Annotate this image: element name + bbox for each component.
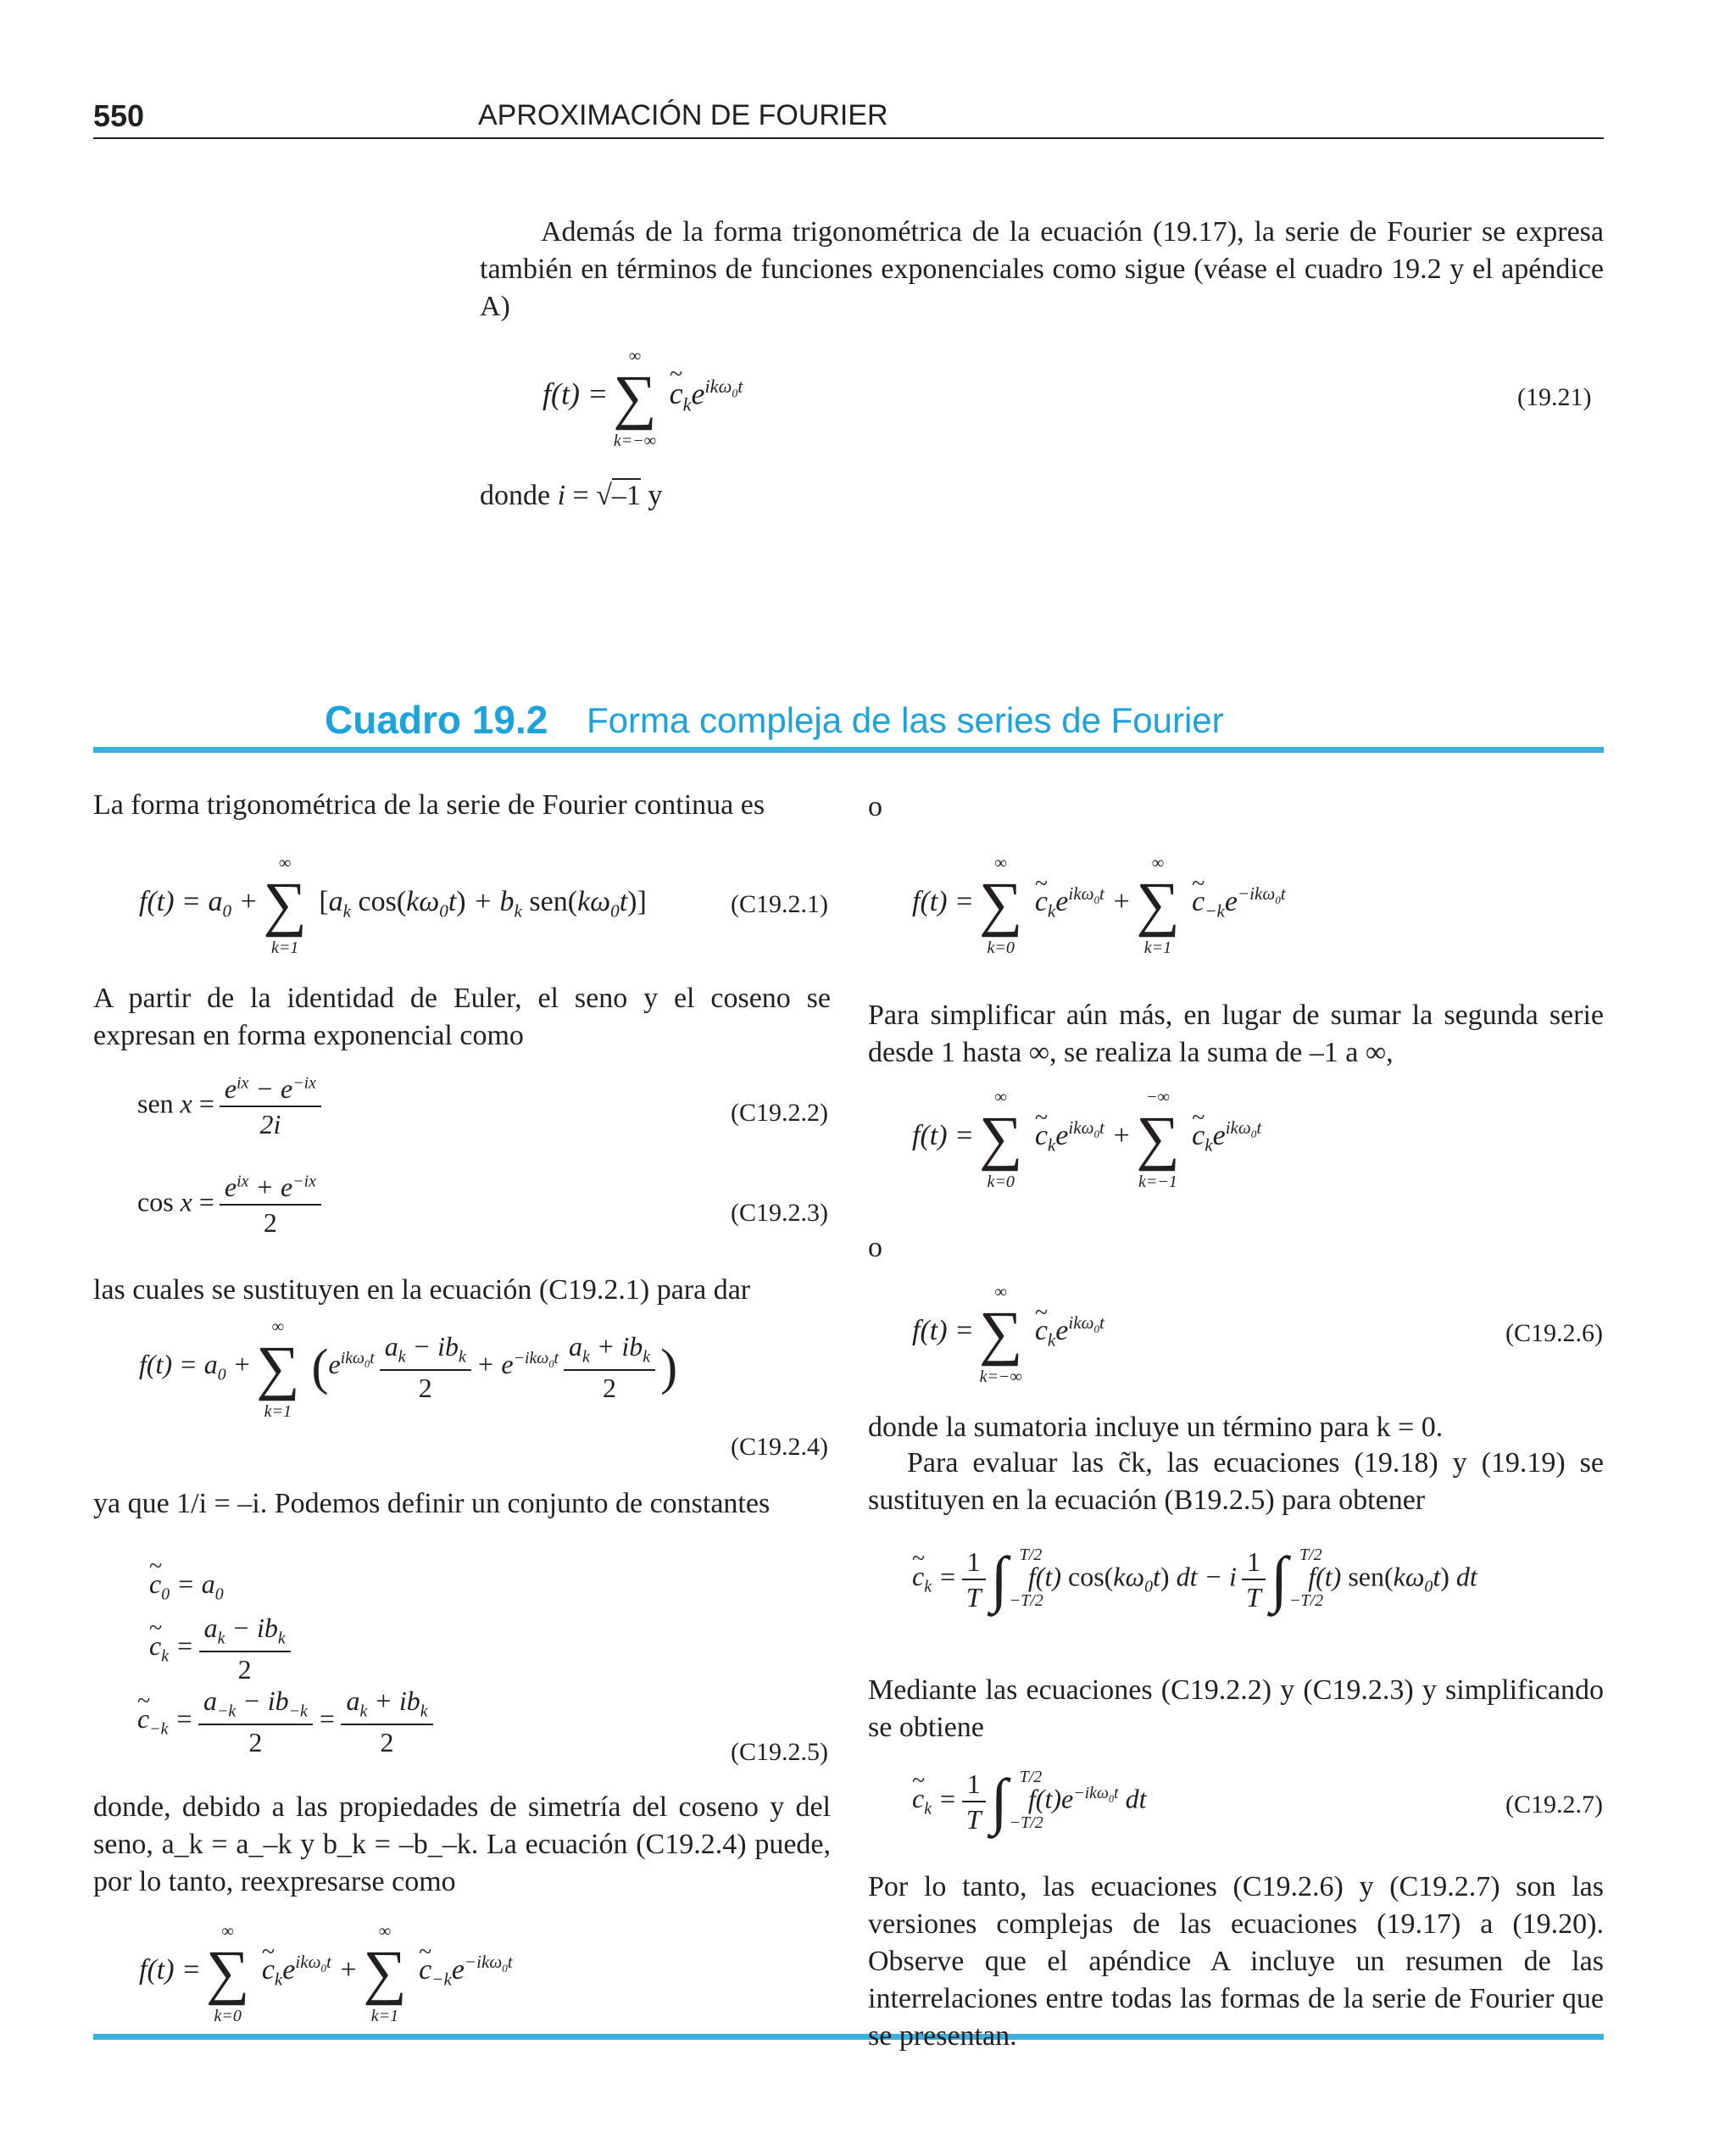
header-rule	[93, 137, 1604, 139]
equation-right-1: f(t) = ∞ ∑ k=0 ~ $c_ke^{ik\omega_0t}$ + ∞ ∑ k=1 ~ $c_{-k}e^{-ik\omega_0t}$	[912, 873, 1286, 934]
box-title: Forma compleja de las series de Fourier	[587, 700, 1224, 740]
box-top-rule	[93, 747, 1604, 753]
running-title: APROXIMACIÓN DE FOURIER	[478, 99, 888, 131]
eq-number-19-21: (19.21)	[1517, 383, 1592, 411]
box-label: Cuadro 19.2	[325, 698, 548, 742]
equation-right-2: f(t) = ∞ ∑ k=0 ~ $c_ke^{ik\omega_0t}$ + −∞ ∑ k=−1 ~ $c_ke^{ik\omega_0t}$	[912, 1107, 1261, 1168]
right-paragraph-1: Para simplificar aún más, en lugar de sumar la segunda serie desde 1 hasta ∞, se realiza la suma de –1 a ∞,	[868, 1000, 1604, 1068]
left-paragraph-3: las cuales se sustituyen en la ecuación (C19.2.1) para dar	[93, 1274, 751, 1306]
right-paragraph-2: donde la sumatoria incluye un término para k = 0.	[868, 1412, 1444, 1443]
eq-number-c19-2-6: (C19.2.6)	[1505, 1319, 1603, 1347]
eq-number-c19-2-4: (C19.2.4)	[731, 1433, 828, 1461]
right-paragraph-3: Para evaluar las c̃k, las ecuaciones (19.18) y (19.19) se sustituyen en la ecuación (B19.2.5) para obtener	[868, 1447, 1604, 1516]
right-paragraph-4: Mediante las ecuaciones (C19.2.2) y (C19.2.3) y simplificando se obtiene	[868, 1674, 1604, 1743]
eq-number-c19-2-2: (C19.2.2)	[731, 1099, 828, 1127]
equation-c19-2-2: sen x = $\frac{e^{ix} - e^{-ix}}{2i}$	[137, 1075, 326, 1138]
equation-c19-2-5a: ~ $c_0 = a_0$	[149, 1570, 224, 1603]
left-paragraph-2: A partir de la identidad de Euler, el seno y el coseno se expresan en forma exponencial como	[93, 983, 831, 1051]
right-o-2: o	[868, 1232, 882, 1263]
left-paragraph-4: ya que 1/i = –i. Podemos definir un conjunto de constantes	[93, 1488, 771, 1519]
left-paragraph-5: donde, debido a las propiedades de simetría del coseno y del seno, a_k = a_–k y b_k = –b_–k. La ecuación (C19.2.4) puede, por lo tanto, reexpresarse como	[93, 1791, 831, 1897]
equation-c19-2-1: $f(t) = a_0$ + ∞ ∑ k=1 [$a_k$ $\cos(k\omega_0t) + b_k$ $sen(k\omega_0t)$]	[139, 854, 647, 957]
eq-number-c19-2-1: (C19.2.1)	[731, 890, 828, 918]
equation-left-final: f(t) = ∞ ∑ k=0 ~ $c_ke^{ik\omega_0t}$ + ∞ ∑ k=1 ~ $c_{-k}e^{-ik\omega_0t}$	[139, 1941, 513, 2002]
page-number: 550	[93, 98, 145, 133]
equation-c19-2-5c: ~ $c_{-k}$ = $\frac{a_{-k} - ib_{-k}}{2}$ = $\frac{a_k + ib_k}{2}$	[137, 1687, 438, 1756]
left-paragraph-1: La forma trigonométrica de la serie de Fourier continua es	[93, 789, 765, 821]
donde-line: donde i = √–1 y	[480, 480, 663, 511]
right-o-1: o	[868, 791, 882, 822]
right-paragraph-5: Por lo tanto, las ecuaciones (C19.2.6) y (C19.2.7) son las versiones complejas de las ecuaciones (19.17) a (19.20). Observe que el apéndice A incluye un resumen de las interrelaciones entre todas las formas de la serie de Fourier que se presentan.	[868, 1871, 1604, 2052]
equation-c19-2-4: $f(t) = a_0$ + ∞ ∑ k=1 ($e^{ik\omega_0t}$ $\frac{a_k - ib_k}{2}$ + $e^{-ik\omega_0t}$ $\frac{a_k + ib_k}{2}$ )	[139, 1317, 678, 1421]
eq-number-c19-2-7: (C19.2.7)	[1505, 1791, 1603, 1819]
eq-number-c19-2-5: (C19.2.5)	[731, 1738, 828, 1766]
intro-paragraph: Además de la forma trigonométrica de la ecuación (19.17), la serie de Fourier se expresa también en términos de funciones exponenciales como sigue (véase el cuadro 19.2 y el apéndice A)	[480, 216, 1604, 322]
equation-c19-2-5b: ~ $c_k$ = $\frac{a_k - ib_k}{2}$	[149, 1614, 296, 1683]
equation-c19-2-3: cos x = $\frac{e^{ix} + e^{-ix}}{2}$	[137, 1173, 326, 1236]
eq-number-c19-2-3: (C19.2.3)	[731, 1199, 828, 1227]
equation-c19-2-6: f(t) = ∞ ∑ k=−∞ ~ $c_ke^{ik\omega_0t}$	[912, 1302, 1104, 1363]
equation-19-21: f(t) = ∞ ∑ k=−∞ ~ $c_ke^{ik\omega_0t}$	[542, 366, 743, 427]
equation-right-ck-integral: ~ $c_k$ = $\frac{1}{T}$ ∫ T/2 −T/2 f(t) $\cos(k\omega_0t)$ dt − i $\frac{1}{T}$ ∫ T/2 −T/2 f(t) $sen(k\omega_0t)$ dt	[912, 1548, 1477, 1611]
equation-c19-2-7: ~ $c_k$ = $\frac{1}{T}$ ∫ T/2 −T/2 $f(t)e^{-ik\omega_0t}$ dt	[912, 1770, 1146, 1833]
